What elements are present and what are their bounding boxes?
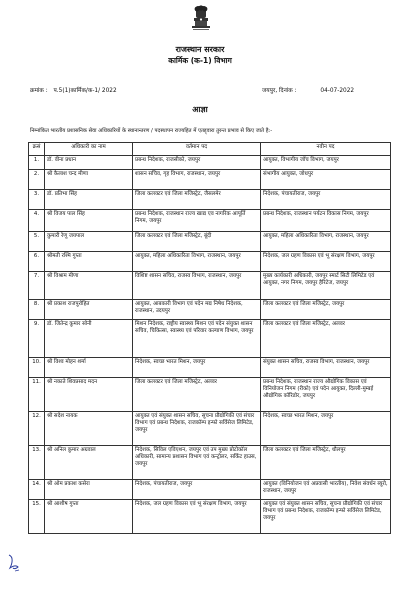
column-header-current-post: वर्तमान पद <box>133 143 261 156</box>
department-name: कार्मिक (क-1) विभाग <box>168 56 232 65</box>
table-row <box>29 190 391 210</box>
table-row <box>29 210 391 232</box>
row-serial-number: 1. <box>29 156 45 170</box>
order-number-value: प.5(1)कार्मिक/क-1/ 2022 <box>53 88 117 94</box>
current-post: आयुक्त, महिला अधिकारिता विभाग, राजस्थान, जयपुर <box>133 252 261 272</box>
table-header-row <box>29 143 391 156</box>
current-post: निदेशक, सिविल एविएशन, जयपुर एवं उप मुख्य प्रोटोकॉल अधिकारी, सामान्य प्रशासन विभाग एवं कन्ट्रोलर, सर्किट हाउस, जयपुर <box>133 446 261 480</box>
table-row <box>29 272 391 300</box>
new-post: प्रबन्ध निदेशक, राजस्थान पर्यटन विकास निगम, जयपुर <box>261 210 391 232</box>
current-post: निदेशक, स्वच्छ भारत मिशन, जयपुर <box>133 358 261 378</box>
officer-name: श्रीमती रश्मि गुप्ता <box>45 252 133 272</box>
row-serial-number: 6. <box>29 252 45 272</box>
officer-name: श्री विश्राम मीणा <box>45 272 133 300</box>
column-header-sn: क्रसं <box>29 143 45 156</box>
row-serial-number: 11. <box>29 378 45 412</box>
current-post: आयुक्त एवं संयुक्त शासन सचिव, सूचना प्रौद्योगिकी एवं संचार विभाग एवं प्रबन्ध निदेशक, राजकॉम्प इन्फो सर्विसेज लिमिटेड, जयपुर <box>133 412 261 446</box>
table-row <box>29 412 391 446</box>
new-post: जिला कलक्टर एवं जिला मजिस्ट्रेट, धौलपुर <box>261 446 391 480</box>
new-post: आयुक्त, महिला अधिकारिता विभाग, राजस्थान, जयपुर <box>261 232 391 252</box>
current-post: जिला कलक्टर एवं जिला मजिस्ट्रेट, जैसलमेर <box>133 190 261 210</box>
new-post: आयुक्त, विभागीय जाँच विभाग, जयपुर <box>261 156 391 170</box>
table-row <box>29 358 391 378</box>
row-serial-number: 7. <box>29 272 45 300</box>
new-post: जिला कलक्टर एवं जिला मजिस्ट्रेट, अलवर <box>261 320 391 358</box>
new-post: निदेशक, स्वच्छ भारत मिशन, जयपुर <box>261 412 391 446</box>
officer-name: श्री आशीष गुप्ता <box>45 500 133 534</box>
current-post: आयुक्त, आबकारी विभाग एवं पदेन मद्य निषेध निदेशक, राजस्थान, उदयपुर <box>133 300 261 320</box>
row-serial-number: 15. <box>29 500 45 534</box>
new-post: निदेशक, पंचायतीराज, जयपुर <box>261 190 391 210</box>
new-post: संभागीय आयुक्त, जोधपुर <box>261 170 391 190</box>
row-serial-number: 4. <box>29 210 45 232</box>
table-row <box>29 252 391 272</box>
officer-name: श्री कैलाश चन्द मीणा <box>45 170 133 190</box>
order-number <box>30 86 117 94</box>
new-post: प्रबन्ध निदेशक, राजस्थान राज्य औद्योगिक विकास एवं विनियोजन निगम (रीको) एवं पदेन आयुक्त, दिल्ली-मुम्बई औद्योगिक कॉरिडोर, जयपुर <box>261 378 391 412</box>
officer-name: श्री सदेश नायक <box>45 412 133 446</box>
officer-name: कुमारी रेणू जयपाल <box>45 232 133 252</box>
new-post: आयुक्त (विनियोजन एवं अप्रवासी भारतीय), निवेश संवर्धन ब्यूरो, राजस्थान, जयपुर <box>261 480 391 500</box>
row-serial-number: 10. <box>29 358 45 378</box>
new-post: जिला कलक्टर एवं जिला मजिस्ट्रेट, जयपुर <box>261 300 391 320</box>
officer-name: डॉ. जितेन्द्र कुमार सोनी <box>45 320 133 358</box>
row-serial-number: 9. <box>29 320 45 358</box>
current-post: निदेशक, जल ग्रहण विकास एवं भू संरक्षण विभाग, जयपुर <box>133 500 261 534</box>
current-post: प्रबन्ध निदेशक, राजस्थान राज्य खाद्य एव नागरिक आपूर्ति निगम, जयपुर <box>133 210 261 232</box>
state-emblem-icon <box>186 4 216 40</box>
officer-name: डॉ. प्रतिभा सिंह <box>45 190 133 210</box>
government-name: राजस्थान सरकार <box>175 45 225 54</box>
current-post: मिशन निदेशक, राष्ट्रीय स्वास्थ्य मिशन एवं पदेन संयुक्त शासन सचिव, चिकित्सा, स्वास्थ्य एवं परिवार कल्याण विभाग, जयपुर <box>133 320 261 358</box>
order-number-label: क्रमांक : <box>30 88 48 94</box>
officer-name: श्री विजय पाल सिंह <box>45 210 133 232</box>
officer-name: श्री अनिल कुमार अग्रवाल <box>45 446 133 480</box>
row-serial-number: 13. <box>29 446 45 480</box>
new-post: निदेशक, जल ग्रहण विकास एवं भू संरक्षण विभाग, जयपुर <box>261 252 391 272</box>
current-post: निदेशक, पंचायतीराज, जयपुर <box>133 480 261 500</box>
new-post: संयुक्त शासन सचिव, राजस्व विभाग, राजस्थान, जयपुर <box>261 358 391 378</box>
officer-name: श्री प्रकाश राजपुरोहित <box>45 300 133 320</box>
table-row <box>29 300 391 320</box>
column-header-name: अधिकारी का नाम <box>45 143 133 156</box>
table-row <box>29 446 391 480</box>
new-post: मुख्य कार्यकारी अधिकारी, जयपुर स्मार्ट सिटी लिमिटेड एवं आयुक्त, नगर निगम, जयपुर हैरिटेज, जयपुर <box>261 272 391 300</box>
table-row <box>29 378 391 412</box>
current-post: जिला कलक्टर एवं जिला मजिस्ट्रेट, बूंदी <box>133 232 261 252</box>
officer-name: श्री विश्व मोहन शर्मा <box>45 358 133 378</box>
new-post: आयुक्त एवं संयुक्त शासन सचिव, सूचना प्रौद्योगिकी एवं संचार विभाग एवं प्रबन्ध निदेशक, राजकॉम्प इन्फो सर्विसेज लिमिटेड, जयपुर <box>261 500 391 534</box>
order-date: 04-07-2022 <box>320 88 355 94</box>
place-date <box>262 86 354 94</box>
order-intro-text: निम्नांकित भारतीय प्रशासनिक सेवा अधिकारियों के स्थानान्तरण / पदस्थापन राज्यहित में एतद्द्वारा तुरन्त प्रभाव से किए जाते है:- <box>30 128 273 134</box>
place-date-label: जयपुर, दिनांक : <box>262 88 297 94</box>
current-post: प्रबन्ध निदेशक, राजसीको, जयपुर <box>133 156 261 170</box>
transfer-table <box>28 142 391 534</box>
column-header-new-post: नवीन पद <box>261 143 391 156</box>
officer-name: श्री ओम प्रकाश कसेरा <box>45 480 133 500</box>
current-post: शासन सचिव, गृह विभाग, राजस्थान, जयपुर <box>133 170 261 190</box>
current-post: विशिष्ट शासन सचिव, राजस्व विभाग, राजस्थान, जयपुर <box>133 272 261 300</box>
row-serial-number: 2. <box>29 170 45 190</box>
table-row <box>29 320 391 358</box>
table-row <box>29 232 391 252</box>
table-row <box>29 480 391 500</box>
officer-name: डॉ. वीना प्रधान <box>45 156 133 170</box>
officer-name: श्री नकाते शिवप्रसाद मदन <box>45 378 133 412</box>
handwritten-initials-icon <box>6 552 22 574</box>
table-row <box>29 170 391 190</box>
row-serial-number: 5. <box>29 232 45 252</box>
row-serial-number: 14. <box>29 480 45 500</box>
table-row <box>29 156 391 170</box>
current-post: जिला कलक्टर एवं जिला मजिस्ट्रेट, अलवर <box>133 378 261 412</box>
table-body <box>29 156 391 534</box>
row-serial-number: 12. <box>29 412 45 446</box>
row-serial-number: 3. <box>29 190 45 210</box>
table-row <box>29 500 391 534</box>
row-serial-number: 8. <box>29 300 45 320</box>
order-title: आज्ञा <box>192 105 208 114</box>
